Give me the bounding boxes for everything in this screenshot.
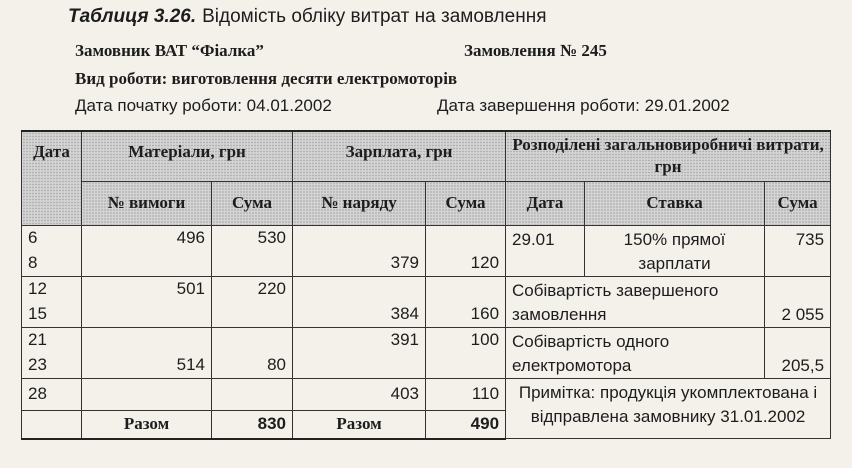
requisition-no: 514 (82, 353, 212, 379)
row-date: 8 (22, 251, 82, 277)
salary-sum: 110 (426, 378, 506, 410)
end-date-line: Дата завершення роботи: 29.01.2002 (437, 96, 730, 115)
requisition-no (82, 251, 212, 277)
salary-sum: 120 (426, 251, 506, 277)
work-order-no: 379 (293, 251, 426, 277)
order-number: Замовлення № 245 (464, 41, 607, 60)
overhead-rate: 150% прямої зарплати (585, 225, 765, 276)
customer-line: Замовник ВАТ “Фіалка” (75, 41, 264, 60)
header-work-order-no: № наряду (293, 181, 426, 225)
work-order-no (293, 276, 426, 302)
header-materials: Матеріали, грн (82, 131, 293, 181)
table-caption (68, 6, 546, 28)
header-overhead-sum: Сума (765, 181, 831, 225)
work-type-line: Вид роботи: виготовлення десяти електромоторів (75, 69, 458, 88)
header-materials-sum: Сума (212, 181, 293, 225)
requisition-no (82, 378, 212, 410)
salary-sum (426, 353, 506, 379)
materials-total: 830 (212, 410, 293, 439)
unit-cost-label: Собівартість одного електромотора (506, 327, 765, 378)
salary-sum: 100 (426, 327, 506, 353)
work-order-no (293, 225, 426, 251)
row-date: 21 (22, 327, 82, 353)
note-text: Примітка: продукція укомплектована і відправлена замовнику 31.01.2002 (506, 378, 831, 439)
completed-order-cost-label: Собівартість завершеного замовлення (506, 276, 765, 327)
table-row (22, 378, 831, 410)
table-row (22, 276, 831, 302)
header-overhead-date: Дата (506, 181, 585, 225)
row-date: 15 (22, 302, 82, 328)
header-rate: Ставка (585, 181, 765, 225)
header-overhead: Розподілені загальновиробничі витрати, грн (506, 131, 831, 181)
work-order-no: 384 (293, 302, 426, 328)
overhead-date: 29.01 (506, 225, 585, 276)
row-date: 28 (22, 378, 82, 410)
header-date: Дата (22, 131, 82, 225)
work-order-no: 403 (293, 378, 426, 410)
header-salary: Зарплата, грн (293, 131, 506, 181)
materials-sum (212, 327, 293, 353)
requisition-no (82, 327, 212, 353)
completed-order-cost-value: 2 055 (765, 276, 831, 327)
caption-title: Відомість обліку витрат на замовлення (202, 6, 547, 27)
requisition-no: 501 (82, 276, 212, 302)
row-date: 6 (22, 225, 82, 251)
overhead-sum: 735 (765, 225, 831, 276)
salary-total: 490 (426, 410, 506, 439)
salary-sum: 160 (426, 302, 506, 328)
materials-sum: 80 (212, 353, 293, 379)
materials-sum (212, 251, 293, 277)
materials-sum: 530 (212, 225, 293, 251)
unit-cost-value: 205,5 (765, 327, 831, 378)
salary-total-label: Разом (293, 410, 426, 439)
cost-ledger-table (21, 130, 831, 440)
work-order-no: 391 (293, 327, 426, 353)
table-row (22, 225, 831, 251)
start-date-line: Дата початку роботи: 04.01.2002 (75, 96, 332, 115)
materials-sum (212, 302, 293, 328)
header-salary-sum: Сума (426, 181, 506, 225)
materials-total-label: Разом (82, 410, 212, 439)
table-row (22, 327, 831, 353)
materials-sum (212, 378, 293, 410)
salary-sum (426, 225, 506, 251)
caption-label: Таблиця 3.26. (68, 6, 197, 27)
work-order-no (293, 353, 426, 379)
row-date: 12 (22, 276, 82, 302)
totals-blank (22, 410, 82, 439)
header-requisition-no: № вимоги (82, 181, 212, 225)
materials-sum: 220 (212, 276, 293, 302)
salary-sum (426, 276, 506, 302)
row-date: 23 (22, 353, 82, 379)
requisition-no: 496 (82, 225, 212, 251)
requisition-no (82, 302, 212, 328)
